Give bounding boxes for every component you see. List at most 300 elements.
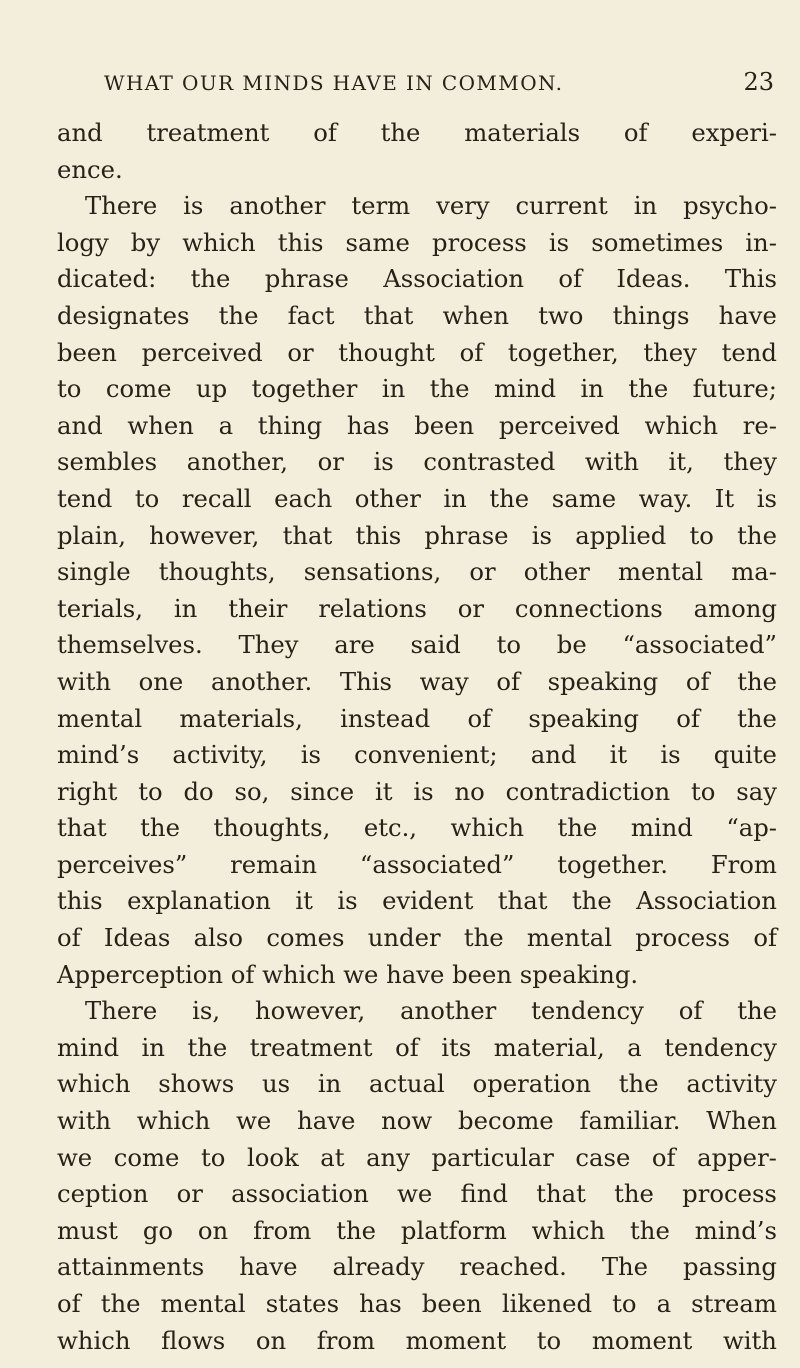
text-line: [57, 115, 777, 152]
text-line: [57, 810, 777, 847]
text-line: [57, 737, 777, 774]
word: of: [651, 1142, 676, 1172]
word: the: [380, 118, 421, 147]
word: attainments: [57, 1252, 205, 1282]
page-header: [104, 68, 774, 104]
word: now: [381, 1106, 433, 1136]
word: This: [724, 264, 777, 294]
word: the: [737, 520, 777, 550]
word: perceived: [141, 337, 263, 367]
word: mental: [526, 923, 613, 953]
word: or: [287, 337, 314, 367]
page-number: 23: [743, 68, 774, 96]
word: together,: [507, 337, 619, 367]
word: explanation: [127, 886, 271, 916]
word: sensations,: [303, 557, 442, 587]
word: fact: [287, 300, 335, 330]
word: it: [295, 886, 313, 916]
text-line: [57, 1249, 777, 1286]
word: or: [457, 593, 484, 623]
word: from: [253, 1215, 312, 1245]
word: said: [410, 630, 461, 660]
word: Ideas.: [616, 264, 691, 294]
word: to: [689, 520, 714, 550]
word: of: [558, 264, 582, 294]
word: two: [538, 300, 584, 330]
text-line: [57, 261, 777, 298]
text-line: [57, 591, 777, 628]
word: another,: [186, 447, 288, 477]
text-line: [57, 1066, 777, 1103]
word: connections: [514, 593, 663, 623]
word: process: [635, 923, 731, 953]
word: that: [363, 300, 414, 330]
word: things: [612, 300, 690, 330]
text-line: [57, 774, 777, 811]
word: is: [183, 191, 204, 221]
word: experi-: [691, 118, 777, 147]
word: future;: [692, 374, 777, 404]
word: mental: [160, 1289, 246, 1318]
word: treatment: [249, 1032, 373, 1062]
word: us: [262, 1069, 291, 1099]
word: the: [614, 1179, 654, 1209]
word: any: [366, 1142, 410, 1172]
word: go: [142, 1215, 173, 1245]
word: Ideas: [103, 923, 171, 953]
word: activity: [686, 1069, 777, 1099]
word: material,: [493, 1032, 605, 1062]
word: perceived: [498, 410, 620, 440]
word: When: [706, 1106, 777, 1136]
text-line: [57, 371, 777, 408]
word: the: [571, 886, 612, 916]
word: in: [317, 1069, 342, 1099]
word: phrase: [264, 264, 349, 294]
word: is: [660, 740, 681, 770]
word: when: [442, 300, 510, 330]
word: however,: [149, 520, 260, 550]
word: thought: [338, 337, 435, 367]
word: no: [454, 776, 485, 806]
word: process: [432, 227, 527, 257]
word: to: [200, 1142, 226, 1172]
word: same: [551, 483, 617, 513]
word: we: [397, 1179, 433, 1209]
word: this: [355, 520, 402, 550]
word: speaking: [528, 703, 639, 733]
word: or: [317, 447, 344, 477]
word: themselves.: [57, 630, 203, 660]
word: of: [57, 1289, 81, 1318]
word: way.: [638, 483, 693, 513]
word: particular: [431, 1142, 554, 1172]
word: has: [359, 1289, 402, 1318]
word: mind: [57, 1032, 120, 1062]
word: to: [57, 374, 82, 404]
word: There: [85, 191, 158, 221]
word: since: [290, 776, 355, 806]
word: term: [351, 191, 411, 221]
word: the: [187, 1032, 228, 1062]
word: of: [623, 118, 648, 147]
word: Association: [636, 886, 777, 916]
word: phrase: [424, 520, 509, 550]
word: re-: [742, 410, 777, 440]
word: “associated”: [622, 630, 777, 660]
word: which: [136, 1106, 211, 1136]
text-line: [57, 298, 777, 335]
word: be: [556, 630, 587, 660]
word: passing: [683, 1252, 777, 1282]
text-line: [57, 1140, 777, 1177]
word: remain: [230, 849, 318, 879]
word: this: [57, 886, 103, 916]
word: with: [584, 447, 639, 477]
word: of: [685, 666, 710, 696]
word: we: [236, 1106, 272, 1136]
word: of: [676, 703, 700, 733]
word: the: [100, 1289, 141, 1318]
word: of: [459, 337, 484, 367]
word: a: [218, 410, 234, 440]
text-line: [57, 1286, 777, 1323]
word: the: [737, 666, 777, 696]
word: sometimes: [591, 227, 724, 257]
word: must: [57, 1215, 118, 1245]
word: by: [130, 227, 161, 257]
text-line: [57, 225, 777, 262]
word: psycho-: [683, 191, 777, 221]
word: become: [458, 1106, 554, 1136]
word: It: [714, 483, 735, 513]
text-line: [57, 554, 777, 591]
word: among: [693, 593, 777, 623]
word: etc.,: [363, 813, 418, 843]
word: logy: [57, 227, 109, 257]
running-head: WHAT OUR MINDS HAVE IN COMMON.: [104, 71, 564, 95]
word: platform: [400, 1215, 507, 1245]
word: mind’s: [694, 1215, 777, 1245]
word: is: [548, 227, 570, 257]
word: stream: [691, 1289, 777, 1318]
word: been: [57, 337, 117, 367]
text-line: [57, 335, 777, 372]
word: the: [628, 374, 669, 404]
word: the: [429, 374, 470, 404]
word: when: [127, 410, 194, 440]
text-line: [57, 408, 777, 445]
word: in-: [745, 227, 777, 257]
word: convenient;: [354, 740, 498, 770]
word: from: [316, 1325, 376, 1355]
word: actual: [369, 1069, 445, 1099]
word: materials,: [179, 703, 303, 733]
word: mind: [630, 813, 693, 843]
word: with: [57, 1106, 111, 1136]
word: do: [183, 776, 214, 806]
word: another: [400, 996, 497, 1026]
word: that: [282, 520, 333, 550]
word: dicated:: [57, 264, 157, 294]
word: the: [630, 1215, 670, 1245]
word: is,: [192, 996, 221, 1026]
word: find: [460, 1179, 508, 1209]
word: however,: [254, 996, 366, 1026]
word: of: [678, 996, 703, 1026]
word: to: [612, 1289, 637, 1318]
word: in: [173, 593, 198, 623]
text-line: [57, 444, 777, 481]
word: Association: [383, 264, 525, 294]
text-line: ence.: [57, 154, 123, 184]
word: have: [297, 1106, 356, 1136]
word: the: [336, 1215, 377, 1245]
text-line: [57, 701, 777, 738]
word: and: [530, 740, 577, 770]
word: case: [575, 1142, 631, 1172]
word: recall: [181, 483, 252, 513]
body-text: [57, 115, 777, 1359]
word: in: [633, 191, 658, 221]
word: process: [682, 1179, 777, 1209]
word: shows: [158, 1069, 235, 1099]
word: From: [710, 849, 777, 879]
word: mind’s: [57, 740, 140, 770]
word: tend: [57, 483, 113, 513]
text-line: [57, 518, 777, 555]
word: and: [57, 410, 103, 440]
word: plain,: [57, 520, 126, 550]
word: on: [197, 1215, 229, 1245]
word: under: [367, 923, 441, 953]
word: its: [441, 1032, 472, 1062]
word: which: [57, 1069, 131, 1099]
word: is: [373, 447, 394, 477]
word: another: [229, 191, 326, 221]
word: ma-: [731, 557, 777, 587]
word: thoughts,: [158, 557, 276, 587]
word: right: [57, 776, 118, 806]
word: which: [182, 227, 256, 257]
word: The: [601, 1252, 649, 1282]
text-line: [57, 1030, 777, 1067]
word: activity,: [172, 740, 268, 770]
word: that: [497, 886, 548, 916]
word: another.: [210, 666, 313, 696]
word: one: [138, 666, 184, 696]
text-line: [57, 883, 777, 920]
word: it: [374, 776, 393, 806]
word: of: [313, 118, 337, 147]
word: which: [450, 813, 525, 843]
word: designates: [57, 300, 190, 330]
word: tendency: [664, 1032, 777, 1062]
word: is: [531, 520, 553, 550]
word: with: [57, 666, 111, 696]
word: the: [618, 1069, 659, 1099]
word: They: [238, 630, 299, 660]
word: a: [627, 1032, 642, 1062]
word: have: [718, 300, 777, 330]
word: they: [723, 447, 777, 477]
word: together.: [557, 849, 668, 879]
word: together: [251, 374, 358, 404]
word: treatment: [146, 118, 270, 147]
word: same: [345, 227, 410, 257]
word: mental: [617, 557, 704, 587]
word: come: [113, 1142, 180, 1172]
word: been: [421, 1289, 482, 1318]
word: association: [231, 1179, 369, 1209]
word: the: [140, 813, 180, 843]
word: of: [753, 923, 777, 953]
word: of: [467, 703, 492, 733]
text-line: [57, 664, 777, 701]
word: evident: [382, 886, 474, 916]
word: contradiction: [505, 776, 671, 806]
word: that: [536, 1179, 586, 1209]
word: of: [395, 1032, 419, 1062]
word: with: [722, 1325, 777, 1355]
word: materials: [464, 118, 581, 147]
word: There: [85, 996, 158, 1026]
word: which: [644, 410, 719, 440]
word: flows: [161, 1325, 226, 1355]
text-line: [57, 1213, 777, 1250]
word: a: [656, 1289, 672, 1318]
word: to: [536, 1325, 562, 1355]
text-line: [57, 920, 777, 957]
word: they: [643, 337, 697, 367]
word: say: [736, 776, 777, 806]
text-line: [57, 1103, 777, 1140]
word: is: [300, 740, 321, 770]
word: we: [57, 1142, 93, 1172]
word: this: [277, 227, 324, 257]
word: other: [523, 557, 590, 587]
word: moment: [591, 1325, 693, 1355]
word: other: [354, 483, 421, 513]
word: to: [134, 483, 160, 513]
word: “ap-: [726, 813, 777, 843]
word: come: [105, 374, 172, 404]
word: tendency: [531, 996, 644, 1026]
word: This: [339, 666, 392, 696]
word: and: [57, 118, 103, 147]
word: is: [756, 483, 777, 513]
word: the: [489, 483, 530, 513]
word: mind: [494, 374, 557, 404]
word: which: [531, 1215, 606, 1245]
word: contrasted: [423, 447, 556, 477]
word: perceives”: [57, 849, 188, 879]
word: familiar.: [579, 1106, 681, 1136]
text-line: [57, 847, 777, 884]
word: look: [246, 1142, 299, 1172]
word: likened: [501, 1289, 593, 1318]
word: ception: [57, 1179, 149, 1209]
word: to: [496, 630, 522, 660]
word: on: [255, 1325, 287, 1355]
word: terials,: [57, 593, 143, 623]
word: very: [436, 191, 490, 221]
text-line: [57, 481, 777, 518]
word: relations: [318, 593, 427, 623]
word: applied: [575, 520, 667, 550]
word: mental: [57, 703, 143, 733]
word: in: [580, 374, 604, 404]
word: apper-: [697, 1142, 777, 1172]
word: the: [737, 996, 777, 1026]
word: thing: [257, 410, 323, 440]
word: comes: [266, 923, 345, 953]
text-line: [57, 627, 777, 664]
word: is: [337, 886, 358, 916]
word: or: [176, 1179, 203, 1209]
word: to: [690, 776, 716, 806]
word: are: [334, 630, 375, 660]
word: “associated”: [359, 849, 515, 879]
word: which: [57, 1325, 131, 1355]
text-line: [57, 1176, 777, 1213]
text-line: [57, 188, 777, 225]
word: the: [218, 300, 259, 330]
word: the: [463, 923, 504, 953]
word: of: [57, 923, 81, 953]
word: states: [265, 1289, 340, 1318]
word: sembles: [57, 447, 158, 477]
word: up: [196, 374, 228, 404]
word: speaking: [547, 666, 659, 696]
word: current: [515, 191, 608, 221]
word: the: [737, 703, 777, 733]
word: is: [413, 776, 434, 806]
word: also: [193, 923, 244, 953]
word: it: [609, 740, 628, 770]
word: the: [190, 264, 231, 294]
text-line: [57, 993, 777, 1030]
word: or: [469, 557, 496, 587]
word: in: [443, 483, 467, 513]
word: single: [57, 557, 131, 587]
word: it,: [668, 447, 694, 477]
word: moment: [405, 1325, 507, 1355]
word: operation: [472, 1069, 592, 1099]
word: have: [239, 1252, 298, 1282]
word: their: [228, 593, 288, 623]
text-line: Apperception of which we have been speaking.: [57, 959, 639, 989]
word: in: [381, 374, 406, 404]
word: tend: [721, 337, 777, 367]
word: reached.: [459, 1252, 567, 1282]
word: has: [346, 410, 390, 440]
word: been: [414, 410, 475, 440]
word: thoughts,: [213, 813, 331, 843]
word: to: [138, 776, 163, 806]
word: instead: [340, 703, 431, 733]
word: way: [419, 666, 469, 696]
word: of: [496, 666, 520, 696]
word: each: [274, 483, 333, 513]
word: at: [320, 1142, 345, 1172]
word: already: [332, 1252, 425, 1282]
word: in: [141, 1032, 165, 1062]
word: the: [557, 813, 598, 843]
word: so,: [234, 776, 270, 806]
word: quite: [713, 740, 777, 770]
text-line: [57, 1323, 777, 1360]
